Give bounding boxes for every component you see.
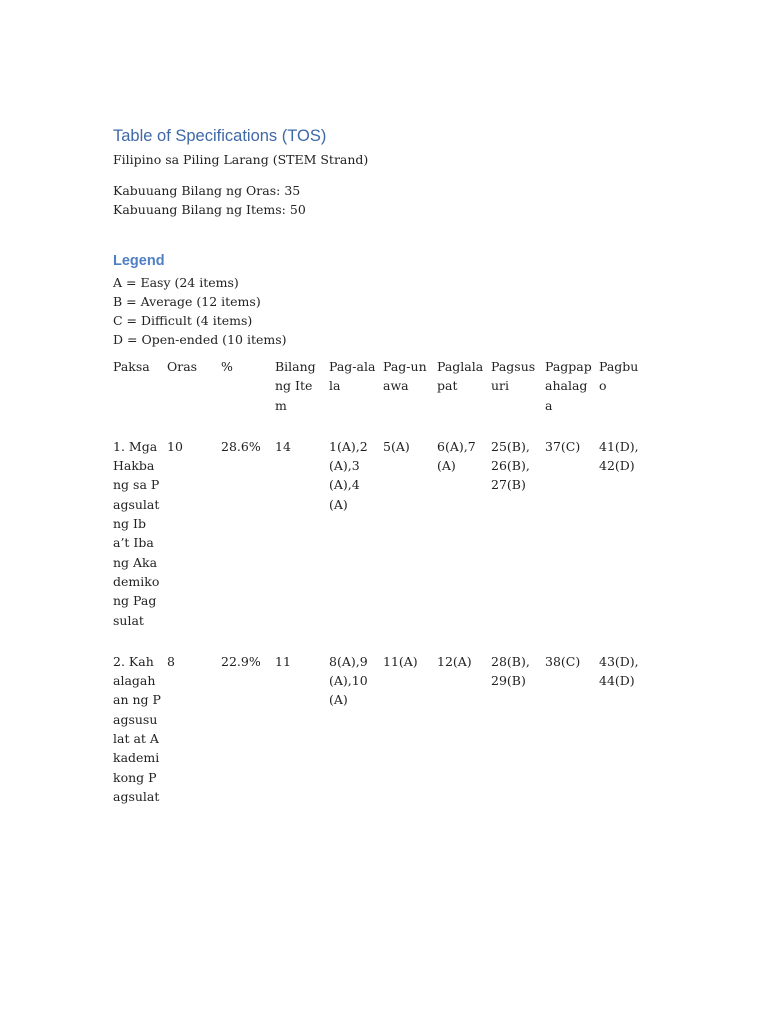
column-header: Pagpapahalaga xyxy=(545,359,592,413)
document-subtitle: Filipino sa Piling Larang (STEM Strand) xyxy=(113,152,369,167)
column-header: Pag-unawa xyxy=(383,359,427,394)
table-cell: 1. Mga Hakbang sa Pagsulat ng Iba’t Ibang Akademikong Pagsulat xyxy=(113,438,160,628)
tos-table xyxy=(113,357,645,828)
legend-title: Legend xyxy=(113,253,165,269)
column-header: Pag-alala xyxy=(329,359,376,394)
table-cell: 43(D), 44(D) xyxy=(599,653,639,689)
legend-item: D = Open-ended (10 items) xyxy=(113,332,287,347)
column-header: Bilang ng Item xyxy=(275,359,316,413)
column-header: Pagsusuri xyxy=(491,359,536,394)
table-cell: 11(A) xyxy=(383,653,418,669)
legend-item: B = Average (12 items) xyxy=(113,294,261,309)
table-cell: 28.6% xyxy=(221,438,261,454)
table-cell: 37(C) xyxy=(545,438,581,454)
column-header: % xyxy=(221,359,233,374)
legend-item: C = Difficult (4 items) xyxy=(113,313,253,328)
table-cell: 2. Kahalagahan ng Pagsusulat at Akademikong Pagsulat xyxy=(113,653,161,804)
table-cell: 25(B), 26(B), 27(B) xyxy=(491,438,530,493)
table-row xyxy=(113,437,645,652)
table-cell: 11 xyxy=(275,653,291,669)
table-row xyxy=(113,652,645,828)
column-header: Oras xyxy=(167,359,198,374)
table-header-row xyxy=(113,357,645,437)
document-page xyxy=(113,126,673,828)
total-items: Kabuuang Bilang ng Items: 50 xyxy=(113,202,306,217)
table-cell: 6(A),7(A) xyxy=(437,438,476,474)
total-hours: Kabuuang Bilang ng Oras: 35 xyxy=(113,183,301,198)
table-cell: 8(A),9(A),10(A) xyxy=(329,653,368,708)
table-cell: 12(A) xyxy=(437,653,472,669)
table-cell: 10 xyxy=(167,438,183,454)
table-cell: 41(D), 42(D) xyxy=(599,438,639,474)
column-header: Paglalapat xyxy=(437,359,484,394)
table-cell: 28(B), 29(B) xyxy=(491,653,530,689)
table-cell: 1(A),2(A),3(A),4(A) xyxy=(329,438,368,512)
column-header: Paksa xyxy=(113,359,150,374)
legend-item: A = Easy (24 items) xyxy=(113,275,239,290)
table-cell: 14 xyxy=(275,438,291,454)
document-title: Table of Specifications (TOS) xyxy=(113,127,327,145)
column-header: Pagbuo xyxy=(599,359,639,394)
table-cell: 38(C) xyxy=(545,653,581,669)
table-cell: 5(A) xyxy=(383,438,410,454)
table-cell: 8 xyxy=(167,653,175,669)
table-cell: 22.9% xyxy=(221,653,261,669)
